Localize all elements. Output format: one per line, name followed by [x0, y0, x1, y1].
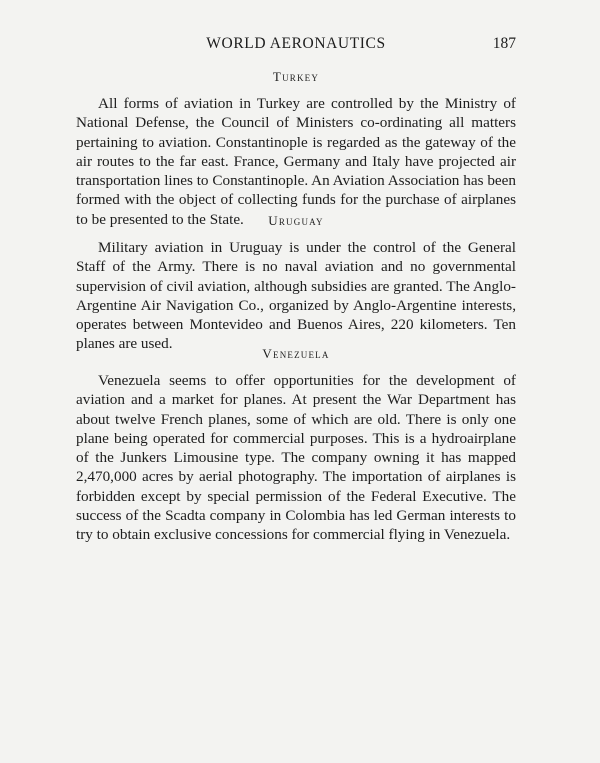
section-heading: Venezuela [262, 346, 330, 361]
section-paragraph: Venezuela seems to offer opportunities for the development of aviation and a market for planes. At present the War Department has about twelve French planes, some of which are old. There is only one plane being operated for commercial purposes. This is a hydroairplane of the Junkers Limousine type. The company owning it has mapped 2,470,000 acres by aerial photography. The importation of airplanes is forbidden except by special permission of the Federal Executive. The success of the Scadta company in Colombia has led German interests to try to obtain exclusive concessions for commercial flying in Venezuela. [76, 372, 516, 544]
running-head [76, 33, 516, 55]
section-turkey [76, 68, 516, 229]
section-paragraph: Military aviation in Uruguay is under the control of the General Staff of the Army. There is no naval aviation and no governmental supervision of civil aviation, although subsidies are granted. The Anglo-Argentine Air Navigation Co., organized by Anglo-Argentine interests, operates between Montevideo and Buenos Aires, 220 kilometers. Ten planes are used. [76, 239, 516, 353]
section-uruguay [76, 212, 516, 354]
running-head-title: WORLD AERONAUTICS [206, 35, 386, 52]
section-venezuela [76, 345, 516, 545]
section-heading: Uruguay [268, 213, 324, 228]
page-number: 187 [492, 35, 516, 52]
section-paragraph: All forms of aviation in Turkey are controlled by the Ministry of National Defense, the Council of Ministers co-ordinating all matters pertaining to aviation. Constantinople is regarded as the gateway of the air routes to the far east. France, Germany and Italy have projected air transportation lines to Constantinople. An Aviation Association has been formed with the object of collecting funds for the purchase of airplanes to be presented to the State. [76, 95, 516, 228]
section-heading: Turkey [272, 69, 320, 84]
